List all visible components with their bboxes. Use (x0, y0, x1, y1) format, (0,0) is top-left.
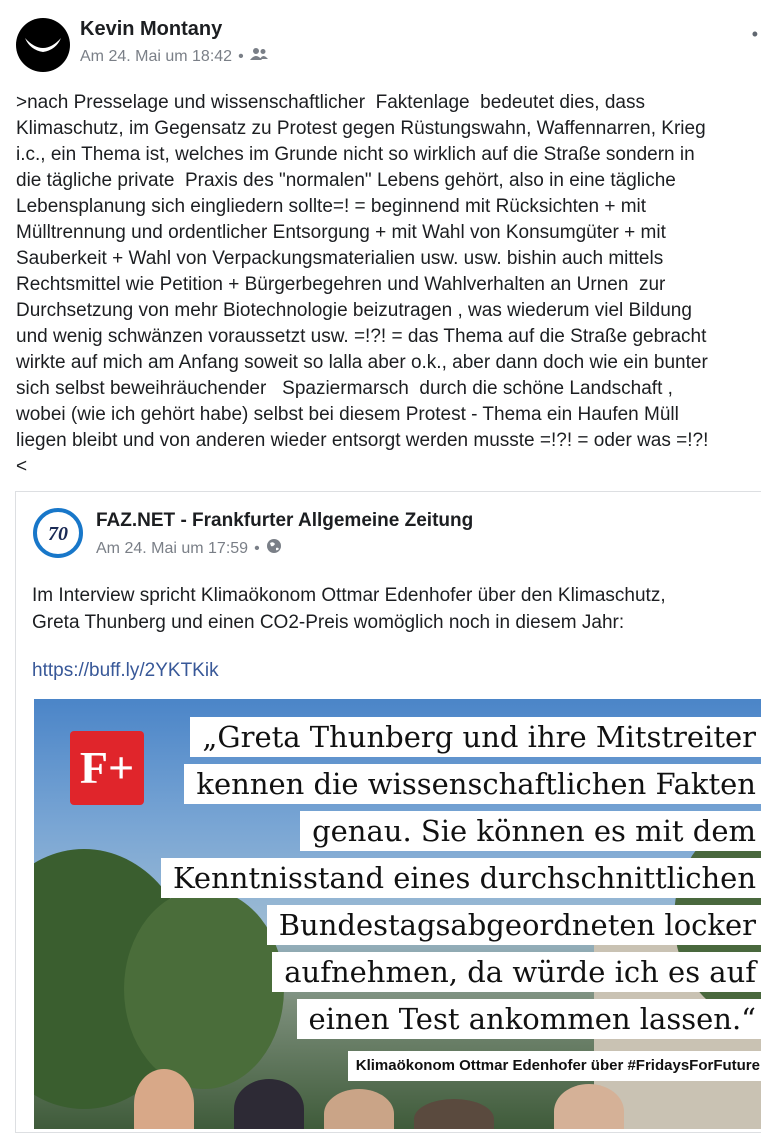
author-name[interactable]: Kevin Montany (80, 18, 223, 40)
shared-post-meta (96, 538, 282, 559)
shared-post-timestamp[interactable]: Am 24. Mai um 17:59 (96, 539, 249, 557)
crowd-figure (414, 1099, 494, 1129)
crowd-figure (324, 1089, 394, 1129)
author-avatar[interactable] (16, 18, 70, 72)
globe-icon (266, 538, 282, 559)
more-dot-icon[interactable]: • (751, 24, 758, 44)
shared-post-card[interactable] (15, 491, 761, 1133)
quote-image[interactable] (34, 699, 761, 1129)
quote-line: Kenntnisstand eines durchschnittlichen (161, 858, 761, 898)
faz-page-avatar[interactable] (33, 508, 83, 558)
quote-line: „Greta Thunberg und ihre Mitstreiter (190, 717, 761, 757)
quote-source: Klimaökonom Ottmar Edenhofer über #FridaysForFuture (348, 1051, 761, 1081)
avatar-emblem-icon (16, 18, 70, 72)
quote-line: aufnehmen, da würde ich es auf (272, 952, 761, 992)
svg-text:70: 70 (48, 523, 68, 545)
quote-line: genau. Sie können es mit dem (300, 811, 761, 851)
quote-line: kennen die wissenschaftlichen Fakten (184, 764, 761, 804)
post-timestamp[interactable]: Am 24. Mai um 18:42 (80, 47, 233, 65)
post-text: >nach Presselage und wissenschaftlicher Faktenlage bedeutet dies, dass Klimaschutz, im Gegensatz zu Protest gegen Rüstungswahn, Waffennarren, Krieg i.c., ein Thema ist, welches im Grunde nicht so wirklich auf die Straße sondern in die tägliche private Praxis des "normalen" Lebens gehört, also in eine tägliche Lebensplanung sich eingliedern sollte=! = beginnend mit Rücksichten + mit Mülltrennung und ordentlicher Entsorgung + mit Wahl von Konsumgüter + mit Sauberkeit + Wahl von Verpackungsmaterialien usw. usw. bishin auch mittels Rechtsmittel wie Petition + Bürgerbegehren und Wahlverhalten an Urnen zur Durchsetzung von mehr Biotechnologie beizutragen , was wiederum viel Bildung und wenig schwänzen voraussetzt usw. =!?! = das Thema auf die Straße gebracht wirkte auf mich am Anfang soweit so lalla aber o.k., aber dann doch wie ein bunter sich selbst beweihräuchender Spaziermarsch durch die schöne Landschaft , wobei (wie ich gehört habe) selbst bei diesem Protest - Thema ein Haufen Müll liegen bleibt und von anderen wieder entsorgt werden musste =!?! = oder was =!?! < (16, 92, 709, 477)
friends-icon[interactable] (250, 47, 268, 66)
quote-line: Bundestagsabgeordneten locker (267, 905, 761, 945)
shared-meta-separator: • (254, 539, 260, 557)
faz-70-logo-icon (37, 512, 79, 554)
crowd-figure (234, 1079, 304, 1129)
post-header (14, 14, 758, 74)
shared-post-text: Im Interview spricht Klimaökonom Ottmar Edenhofer über den Klimaschutz, Greta Thunberg und einen CO2-Preis womöglich noch in diesem Jahr: (32, 585, 666, 633)
meta-separator: • (238, 47, 244, 65)
quote-line: einen Test ankommen lassen.“ (297, 999, 761, 1039)
shared-post-link[interactable]: https://buff.ly/2YKTKik (32, 660, 219, 681)
faz-plus-logo: F+ (70, 731, 144, 805)
background-tree (124, 889, 284, 1089)
shared-page-name[interactable]: FAZ.NET - Frankfurter Allgemeine Zeitung (96, 510, 474, 531)
post-meta (80, 47, 268, 66)
